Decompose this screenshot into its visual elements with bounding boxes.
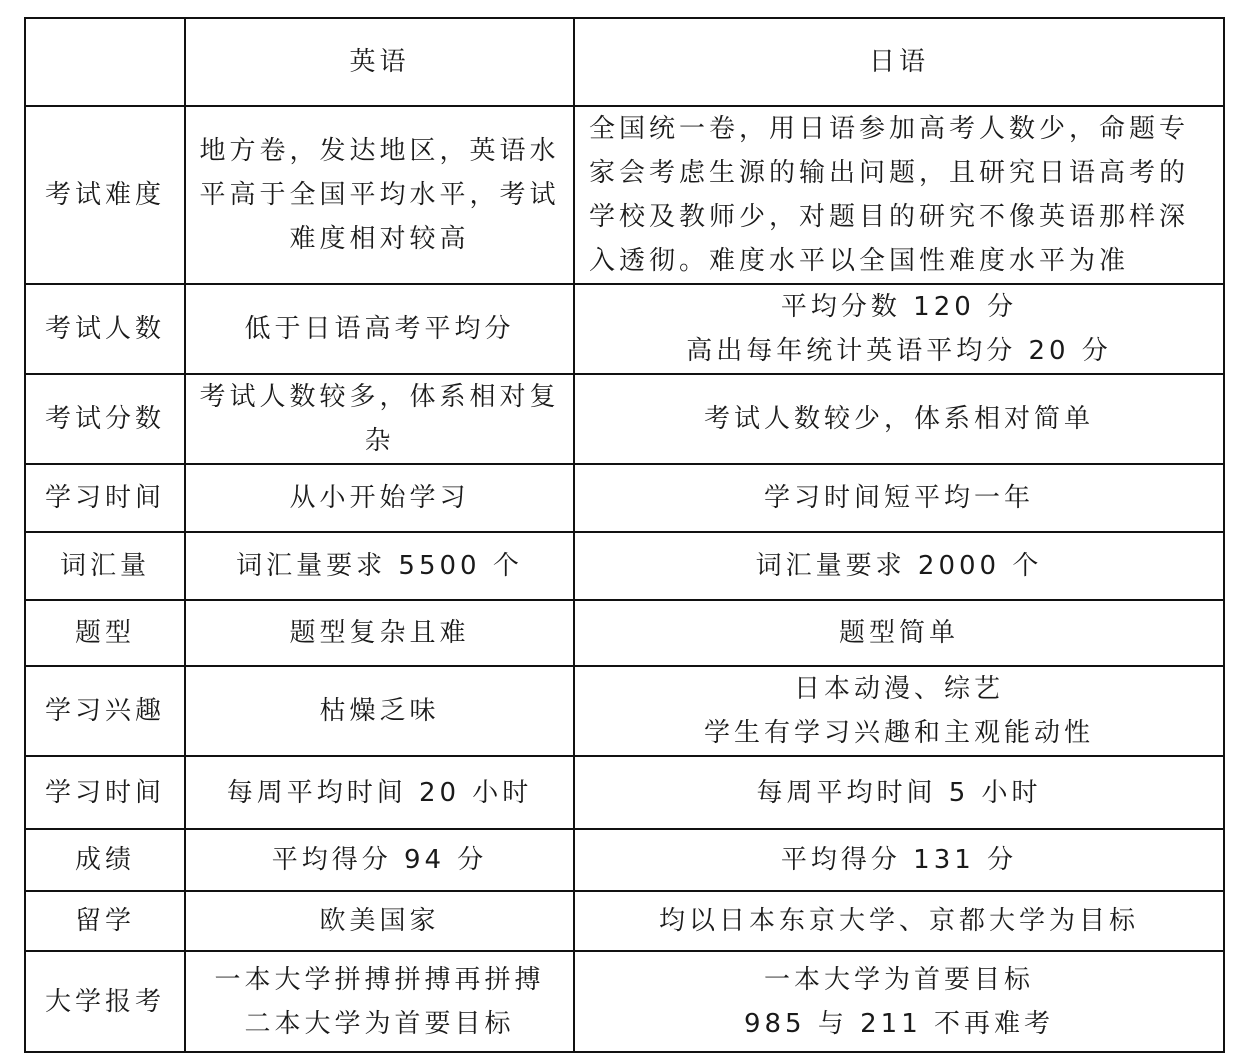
table-row — [25, 600, 1224, 666]
row-label: 成绩 — [25, 829, 185, 891]
table-row — [25, 756, 1224, 829]
english-cell: 低于日语高考平均分 — [185, 284, 574, 374]
english-cell: 一本大学拼搏拼搏再拼搏 二本大学为首要目标 — [185, 951, 574, 1052]
english-cell: 每周平均时间 20 小时 — [185, 756, 574, 829]
japanese-cell: 平均分数 120 分 高出每年统计英语平均分 20 分 — [574, 284, 1224, 374]
english-cell: 地方卷，发达地区，英语水平高于全国平均水平，考试难度相对较高 — [185, 106, 574, 284]
english-cell: 考试人数较多，体系相对复杂 — [185, 374, 574, 464]
header-row — [25, 18, 1224, 106]
japanese-cell: 均以日本东京大学、京都大学为目标 — [574, 891, 1224, 951]
row-label: 考试人数 — [25, 284, 185, 374]
japanese-cell: 每周平均时间 5 小时 — [574, 756, 1224, 829]
table-row — [25, 891, 1224, 951]
row-label: 题型 — [25, 600, 185, 666]
japanese-cell: 全国统一卷，用日语参加高考人数少，命题专家会考虑生源的输出问题，且研究日语高考的学校及教师少，对题目的研究不像英语那样深入透彻。难度水平以全国性难度水平为准 — [574, 106, 1224, 284]
japanese-cell: 平均得分 131 分 — [574, 829, 1224, 891]
row-label: 学习时间 — [25, 464, 185, 532]
english-cell: 枯燥乏味 — [185, 666, 574, 756]
japanese-cell: 一本大学为首要目标 985 与 211 不再难考 — [574, 951, 1224, 1052]
table-row — [25, 951, 1224, 1052]
english-cell: 题型复杂且难 — [185, 600, 574, 666]
row-label: 学习兴趣 — [25, 666, 185, 756]
table-row — [25, 829, 1224, 891]
table-row — [25, 284, 1224, 374]
header-japanese: 日语 — [574, 18, 1224, 106]
row-label: 考试分数 — [25, 374, 185, 464]
japanese-cell: 题型简单 — [574, 600, 1224, 666]
header-empty-cell — [25, 18, 185, 106]
table-row — [25, 374, 1224, 464]
comparison-table — [24, 17, 1225, 1053]
table-row — [25, 666, 1224, 756]
row-label: 学习时间 — [25, 756, 185, 829]
english-cell: 从小开始学习 — [185, 464, 574, 532]
row-label: 词汇量 — [25, 532, 185, 600]
japanese-cell: 日本动漫、综艺 学生有学习兴趣和主观能动性 — [574, 666, 1224, 756]
japanese-cell: 考试人数较少，体系相对简单 — [574, 374, 1224, 464]
table-row — [25, 532, 1224, 600]
japanese-cell: 词汇量要求 2000 个 — [574, 532, 1224, 600]
english-cell: 欧美国家 — [185, 891, 574, 951]
table-row — [25, 464, 1224, 532]
table-row — [25, 106, 1224, 284]
japanese-cell: 学习时间短平均一年 — [574, 464, 1224, 532]
row-label: 大学报考 — [25, 951, 185, 1052]
header-english: 英语 — [185, 18, 574, 106]
row-label: 留学 — [25, 891, 185, 951]
english-cell: 平均得分 94 分 — [185, 829, 574, 891]
row-label: 考试难度 — [25, 106, 185, 284]
english-cell: 词汇量要求 5500 个 — [185, 532, 574, 600]
